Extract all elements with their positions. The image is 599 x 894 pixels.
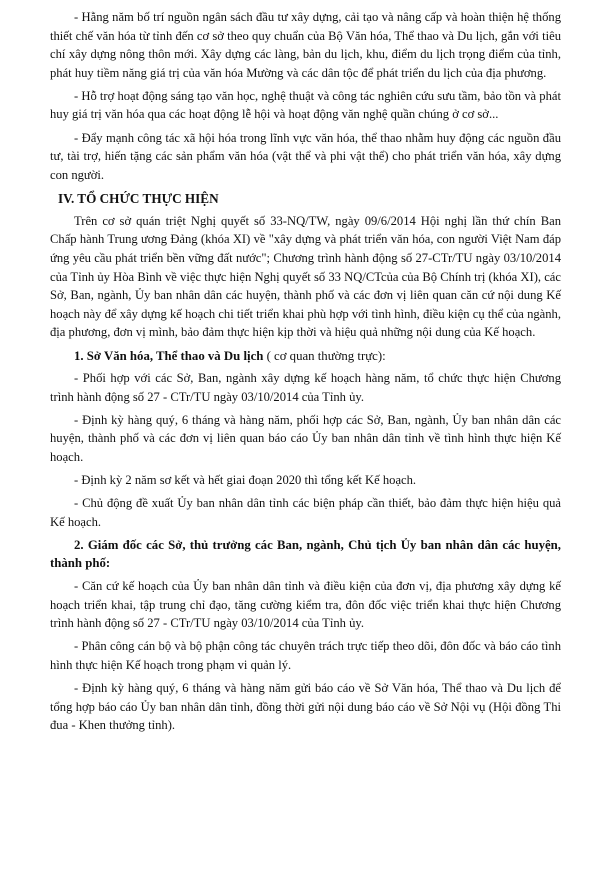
section-iv-intro: Trên cơ sở quán triệt Nghị quyết số 33-NQ/TW, ngày 09/6/2014 Hội nghị lần thứ chín Ban Chấp hành Trung ương Đảng (khóa XI) về "xây dựng và phát triển văn hóa, con người Việt Nam đáp ứng yêu cầu phát triển bền vững đất nước"; Chương trình hành động số 27-CTr/TU ngày 03/10/2014 của Tỉnh ủy Hòa Bình về việc thực hiện Nghị quyết số 33 NQ/CTcủa của Bộ Chính trị (khóa XI), các Sở, Ban, ngành, Ủy ban nhân dân các huyện, thành phố và các đơn vị liên quan căn cứ nội dung Kế hoạch này để xây dựng kế hoạch chi tiết triển khai phù hợp với tình hình, điều kiện cụ thể của ngành, địa phương, đơn vị mình, bảo đảm thực hiện kịp thời và hiệu quả những nội dung của Kế hoạch. xyxy=(50,213,561,340)
item1-heading xyxy=(50,347,561,366)
item1-paragraph-review: - Định kỳ 2 năm sơ kết và hết giai đoạn 2020 thì tổng kết Kế hoạch. xyxy=(74,473,417,488)
section-iv-heading: IV. TỔ CHỨC THỰC HIỆN xyxy=(58,190,219,206)
paragraph-creative-support: - Hỗ trợ hoạt động sáng tạo văn học, nghệ thuật và công tác nghiên cứu sưu tầm, bảo tồn và phát huy giá trị văn hóa qua các hoạt động lễ hội và hoạt động văn nghệ quần chúng ở cơ sở... xyxy=(50,88,561,122)
item1-paragraph-propose: - Chủ động đề xuất Ủy ban nhân dân tỉnh các biện pháp cần thiết, bảo đảm thực hiện hiệu quả Kế hoạch. xyxy=(50,496,561,529)
item2-heading: 2. Giám đốc các Sở, thủ trưởng các Ban, ngành, Chủ tịch Ủy ban nhân dân các huyện, thành phố: xyxy=(50,537,561,571)
item2-paragraph-plan: - Căn cứ kế hoạch của Ủy ban nhân dân tỉnh và điều kiện của đơn vị, địa phương xây dựng kế hoạch triển khai, tập trung chỉ đạo, tăng cường kiểm tra, đôn đốc việc triển khai thực hiện Chương trình hành động số 27 - CTr/TU ngày 03/10/2014 của Tỉnh ủy. xyxy=(50,579,561,631)
item2-paragraph-assign: - Phân công cán bộ và bộ phận công tác chuyên trách trực tiếp theo dõi, đôn đốc và báo cáo tình hình thực hiện Kế hoạch trong phạm vi quản lý. xyxy=(50,639,561,672)
paragraph-socialization: - Đẩy mạnh công tác xã hội hóa trong lĩnh vực văn hóa, thể thao nhằm huy động các nguồn đầu tư, tài trợ, hiến tặng các sản phẩm văn hóa (vật thể và phi vật thể) cho phát triển văn hóa, xây dựng con người. xyxy=(50,130,561,182)
item1-heading-title: 1. Sở Văn hóa, Thể thao và Du lịch xyxy=(74,348,264,363)
item2-paragraph-report: - Định kỳ hàng quý, 6 tháng và hàng năm gửi báo cáo về Sở Văn hóa, Thể thao và Du lịch để tổng hợp báo cáo Ủy ban nhân dân tỉnh, đồng thời gửi nội dung báo cáo về Sở Nội vụ (Hội đồng Thi đua - Khen thưởng tỉnh). xyxy=(50,681,561,733)
item1-paragraph-plan: - Phối hợp với các Sở, Ban, ngành xây dựng kế hoạch hàng năm, tổ chức thực hiện Chương trình hành động số 27 - CTr/TU ngày 03/10/2014 của Tỉnh ủy. xyxy=(50,371,561,404)
paragraph-budget-investment: - Hằng năm bố trí nguồn ngân sách đầu tư xây dựng, cải tạo và nâng cấp và hoàn thiện hệ thống thiết chế văn hóa từ tỉnh đến cơ sở theo quy chuẩn của Bộ Văn hóa, Thể thao và Du lịch, gắn với tiêu chí xây dựng nông thôn mới. Xây dựng các làng, bản du lịch, khu, điểm du lịch trọng điểm của tỉnh, phát huy tiềm năng giá trị của văn hóa Mường và các dân tộc để phát triển du lịch của địa phương. xyxy=(50,10,561,80)
item1-heading-note: ( cơ quan thường trực): xyxy=(263,348,386,363)
item1-paragraph-report: - Định kỳ hàng quý, 6 tháng và hàng năm, phối hợp các Sở, Ban, ngành, Ủy ban nhân dân các huyện, thành phố và các đơn vị liên quan báo cáo Ủy ban nhân dân tỉnh về tình hình thực hiện Kế hoạch. xyxy=(50,412,561,464)
